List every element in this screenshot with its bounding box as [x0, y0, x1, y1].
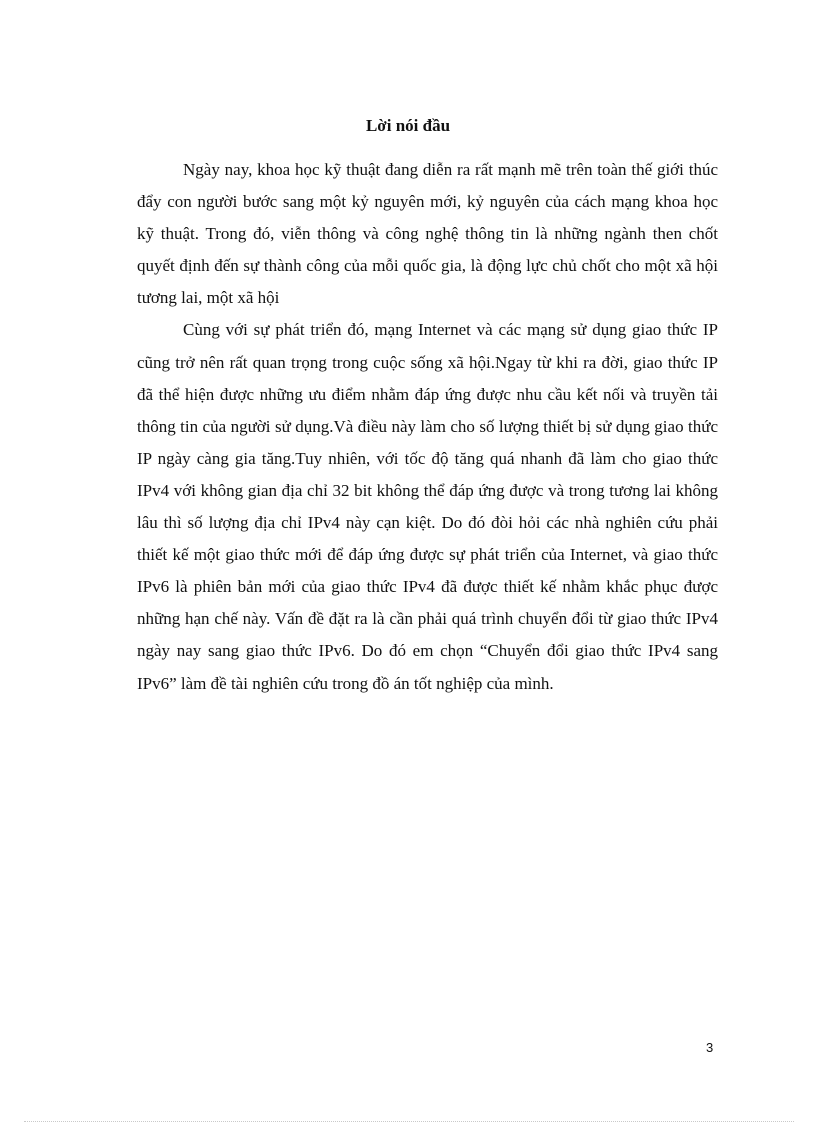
page-number: 3 — [706, 1040, 714, 1055]
paragraph-internet: Cùng với sự phát triển đó, mạng Internet và các mạng sử dụng giao thức IP cũng trở nên rất quan trọng trong cuộc sống xã hội.Ngay từ khi ra đời, giao thức IP đã thể hiện được những ưu điểm nhằm đáp ứng được nhu cầu kết nối và truyền tải thông tin của người sử dụng.Và điều này làm cho số lượng thiết bị sử dụng giao thức IP ngày càng gia tăng.Tuy nhiên, với tốc độ tăng quá nhanh đã làm cho giao thức IPv4 với không gian địa chỉ 32 bit không thể đáp ứng được và trong tương lai không lâu thì số lượng địa chỉ IPv4 này cạn kiệt. Do đó đòi hỏi các nhà nghiên cứu phải thiết kế một giao thức mới để đáp ứng được sự phát triển của Internet, và giao thức IPv6 là phiên bản mới của giao thức IPv4 đã được thiết kế nhằm khắc phục được những hạn chế này. Vấn đề đặt ra là cần phải quá trình chuyển đổi từ giao thức IPv4 ngày nay sang giao thức IPv6. Do đó em chọn “Chuyển đổi giao thức IPv4 sang IPv6” làm đề tài nghiên cứu trong đồ án tốt nghiệp của mình. — [137, 320, 718, 693]
document-body — [137, 154, 718, 700]
paragraph-intro: Ngày nay, khoa học kỹ thuật đang diễn ra rất mạnh mẽ trên toàn thế giới thúc đẩy con người bước sang một kỷ nguyên mới, kỷ nguyên của cách mạng khoa học kỹ thuật. Trong đó, viễn thông và công nghệ thông tin là những ngành then chốt quyết định đến sự thành công của mỗi quốc gia, là động lực chủ chốt cho một xã hội tương lai, một xã hội — [137, 160, 718, 308]
page-bottom-divider — [24, 1121, 794, 1122]
page-title: Lời nói đầu — [365, 116, 451, 135]
